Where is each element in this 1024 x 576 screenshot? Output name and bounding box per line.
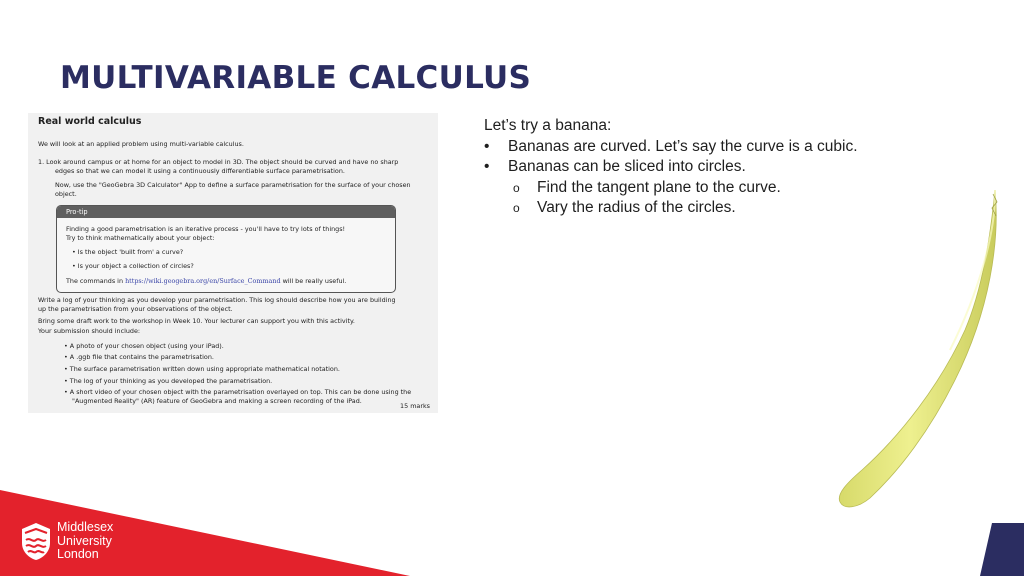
footer-band — [0, 470, 1024, 576]
marks-label: 15 marks — [400, 402, 430, 410]
submission-item: • A photo of your chosen object (using your iPad). — [64, 342, 224, 350]
doc-heading: Real world calculus — [38, 116, 142, 127]
logo-line1: Middlesex — [57, 520, 114, 534]
university-logo-text — [57, 521, 113, 562]
doc-step1-line2: edges so that we can model it using a continuously differentiable surface parametrisation. — [55, 167, 345, 175]
notes-intro: Let’s try a banana: — [484, 117, 612, 134]
pro-tip-commands — [66, 277, 346, 286]
notes-sub-bullet: o Vary the radius of the circles. — [513, 199, 736, 217]
logo-line2: University — [57, 533, 112, 548]
doc-intro: We will look at an applied problem using multi-variable calculus. — [38, 140, 244, 148]
doc-step1-line3: Now, use the "GeoGebra 3D Calculator" App to define a surface parametrisation for the surface of your chosen — [55, 181, 411, 189]
banana-surface-image — [830, 180, 1010, 520]
doc-log-line1: Write a log of your thinking as you develop your parametrisation. This log should describe how you are building — [38, 296, 396, 304]
commands-pre: The commands in — [66, 277, 124, 285]
slide-title: MULTIVARIABLE CALCULUS — [60, 60, 532, 96]
notes-bullet: • Bananas are curved. Let’s say the curve is a cubic. — [484, 137, 858, 155]
logo-line3: London — [57, 547, 99, 561]
submission-item: • The surface parametrisation written down using appropriate mathematical notation. — [64, 365, 340, 373]
assignment-screenshot — [28, 113, 438, 413]
submission-item: "Augmented Reality" (AR) feature of GeoGebra and making a screen recording of the iPad. — [72, 397, 362, 405]
submission-item: • A short video of your chosen object with the parametrisation overlayed on top. This can be done using the — [64, 388, 412, 396]
pro-tip-bullet2: • Is your object a collection of circles? — [72, 262, 194, 270]
university-crest-icon — [20, 521, 52, 561]
doc-submission-label: Your submission should include: — [38, 327, 141, 335]
notes-sub-bullet: o Find the tangent plane to the curve. — [513, 178, 781, 196]
submission-item: • A .ggb file that contains the parametrisation. — [64, 353, 214, 361]
submission-item: • The log of your thinking as you developed the parametrisation. — [64, 377, 273, 385]
banana-notes — [484, 116, 858, 219]
doc-step1-line1: 1. Look around campus or at home for an object to model in 3D. The object should be curved and have no sharp — [38, 158, 399, 166]
pro-tip-line1: Finding a good parametrisation is an iterative process - you'll have to try lots of things! — [66, 225, 346, 233]
doc-draft-line: Bring some draft work to the workshop in Week 10. Your lecturer can support you with this activity. — [38, 317, 355, 325]
pro-tip-line2: Try to think mathematically about your object: — [66, 234, 215, 242]
pro-tip-box — [56, 205, 396, 293]
doc-step1-line4: object. — [55, 190, 77, 198]
pro-tip-label: Pro-tip — [57, 206, 395, 218]
surface-command-link[interactable]: https://wiki.geogebra.org/en/Surface_Command — [125, 277, 281, 285]
footer-navy-corner — [980, 523, 1024, 576]
notes-bullet: • Bananas can be sliced into circles. — [484, 158, 746, 176]
pro-tip-bullet1: • Is the object 'built from' a curve? — [72, 248, 184, 256]
commands-post: will be really useful. — [282, 277, 347, 285]
doc-log-line2: up the parametrisation from your observations of the object. — [38, 305, 233, 313]
